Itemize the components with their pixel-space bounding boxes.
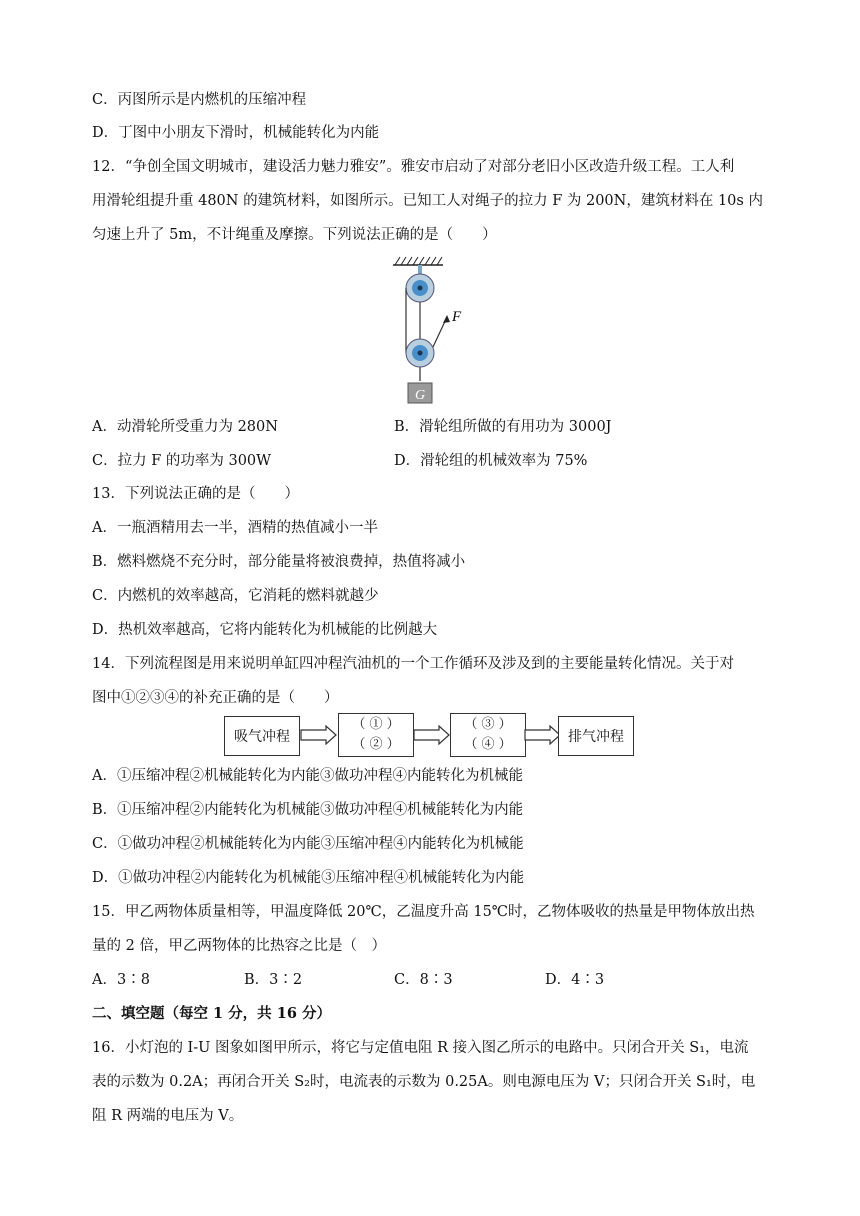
flow-blank-3: （ ③ ） xyxy=(464,717,512,732)
q14-option-c: C．①做功冲程②机械能转化为内能③压缩冲程④内能转化为机械能 xyxy=(92,836,524,852)
q14-stem-line2: 图中①②③④的补充正确的是（ ） xyxy=(92,690,339,706)
flow-box-stroke-12 xyxy=(338,713,414,757)
q12-stem-line3: 匀速上升了 5m，不计绳重及摩擦。下列说法正确的是（ ） xyxy=(92,227,497,243)
q15-option-a: A．3∶8 xyxy=(92,972,150,988)
flow-box-exhaust: 排气冲程 xyxy=(558,716,634,756)
q12-option-a: A．动滑轮所受重力为 280N xyxy=(92,419,278,435)
force-arrow xyxy=(443,315,450,323)
q12-option-c: C．拉力 F 的功率为 300W xyxy=(92,453,272,469)
flow-arrow-1 xyxy=(300,725,338,745)
q14-option-b: B．①压缩冲程②内能转化为机械能③做功冲程④机械能转化为内能 xyxy=(92,802,524,818)
q16-stem-line1: 16．小灯泡的 I-U 图象如图甲所示，将它与定值电阻 R 接入图乙所示的电路中。只闭合开关 S₁，电流 xyxy=(92,1040,749,1056)
q13-option-d: D．热机效率越高，它将内能转化为机械能的比例越大 xyxy=(92,622,438,638)
q13-stem: 13．下列说法正确的是（ ） xyxy=(92,486,299,502)
q11-option-d: D．丁图中小朋友下滑时，机械能转化为内能 xyxy=(92,125,380,141)
q15-stem-line1: 15．甲乙两物体质量相等，甲温度降低 20℃，乙温度升高 15℃时，乙物体吸收的热量是甲物体放出热 xyxy=(92,904,755,920)
ceiling-hatch xyxy=(393,257,443,265)
flow-box-intake: 吸气冲程 xyxy=(224,716,300,756)
pulley-figure xyxy=(385,253,480,405)
q11-option-c: C．丙图所示是内燃机的压缩冲程 xyxy=(92,92,307,108)
weight-label: G xyxy=(415,388,426,403)
movable-pulley xyxy=(406,339,434,381)
q14-option-a: A．①压缩冲程②机械能转化为内能③做功冲程④内能转化为机械能 xyxy=(92,768,523,784)
flow-blank-1: （ ① ） xyxy=(352,717,400,732)
q13-option-c: C．内燃机的效率越高，它消耗的燃料就越少 xyxy=(92,588,379,604)
section-heading-fill-in: 二、填空题（每空 1 分，共 16 分） xyxy=(92,1005,331,1022)
q16-stem-line2: 表的示数为 0.2A；再闭合开关 S₂时，电流表的示数为 0.25A。则电源电压为 V；只闭合开关 S₁时，电 xyxy=(92,1074,756,1090)
flow-arrow-2 xyxy=(413,725,451,745)
q12-stem-line2: 用滑轮组提升重 480N 的建筑材料，如图所示。已知工人对绳子的拉力 F 为 200N，建筑材料在 10s 内 xyxy=(92,193,763,209)
q15-option-d: D．4∶3 xyxy=(545,972,605,988)
q14-option-d: D．①做功冲程②内能转化为机械能③压缩冲程④机械能转化为内能 xyxy=(92,870,525,886)
q15-stem-line2: 量的 2 倍，甲乙两物体的比热容之比是（ ） xyxy=(92,938,386,954)
force-label: F xyxy=(452,309,462,325)
q13-option-b: B．燃料燃烧不充分时，部分能量将被浪费掉，热值将减小 xyxy=(92,554,466,570)
flow-blank-4: （ ④ ） xyxy=(464,737,512,752)
q12-option-b: B．滑轮组所做的有用功为 3000J xyxy=(394,419,612,435)
q15-option-c: C．8∶3 xyxy=(394,972,453,988)
q12-option-d: D．滑轮组的机械效率为 75% xyxy=(394,453,588,469)
q13-option-a: A．一瓶酒精用去一半，酒精的热值减小一半 xyxy=(92,520,378,536)
q12-stem-line1: 12．“争创全国文明城市，建设活力魅力雅安”。雅安市启动了对部分老旧小区改造升级工程。工人利 xyxy=(92,159,735,175)
flow-arrow-3 xyxy=(524,725,562,745)
q15-option-b: B．3∶2 xyxy=(244,972,303,988)
flow-blank-2: （ ② ） xyxy=(352,737,400,752)
q16-stem-line3: 阻 R 两端的电压为 V。 xyxy=(92,1108,244,1124)
fixed-pulley xyxy=(406,265,434,302)
flow-box-stroke-34 xyxy=(450,713,526,757)
q14-stem-line1: 14．下列流程图是用来说明单缸四冲程汽油机的一个工作循环及涉及到的主要能量转化情况。关于对 xyxy=(92,656,734,672)
